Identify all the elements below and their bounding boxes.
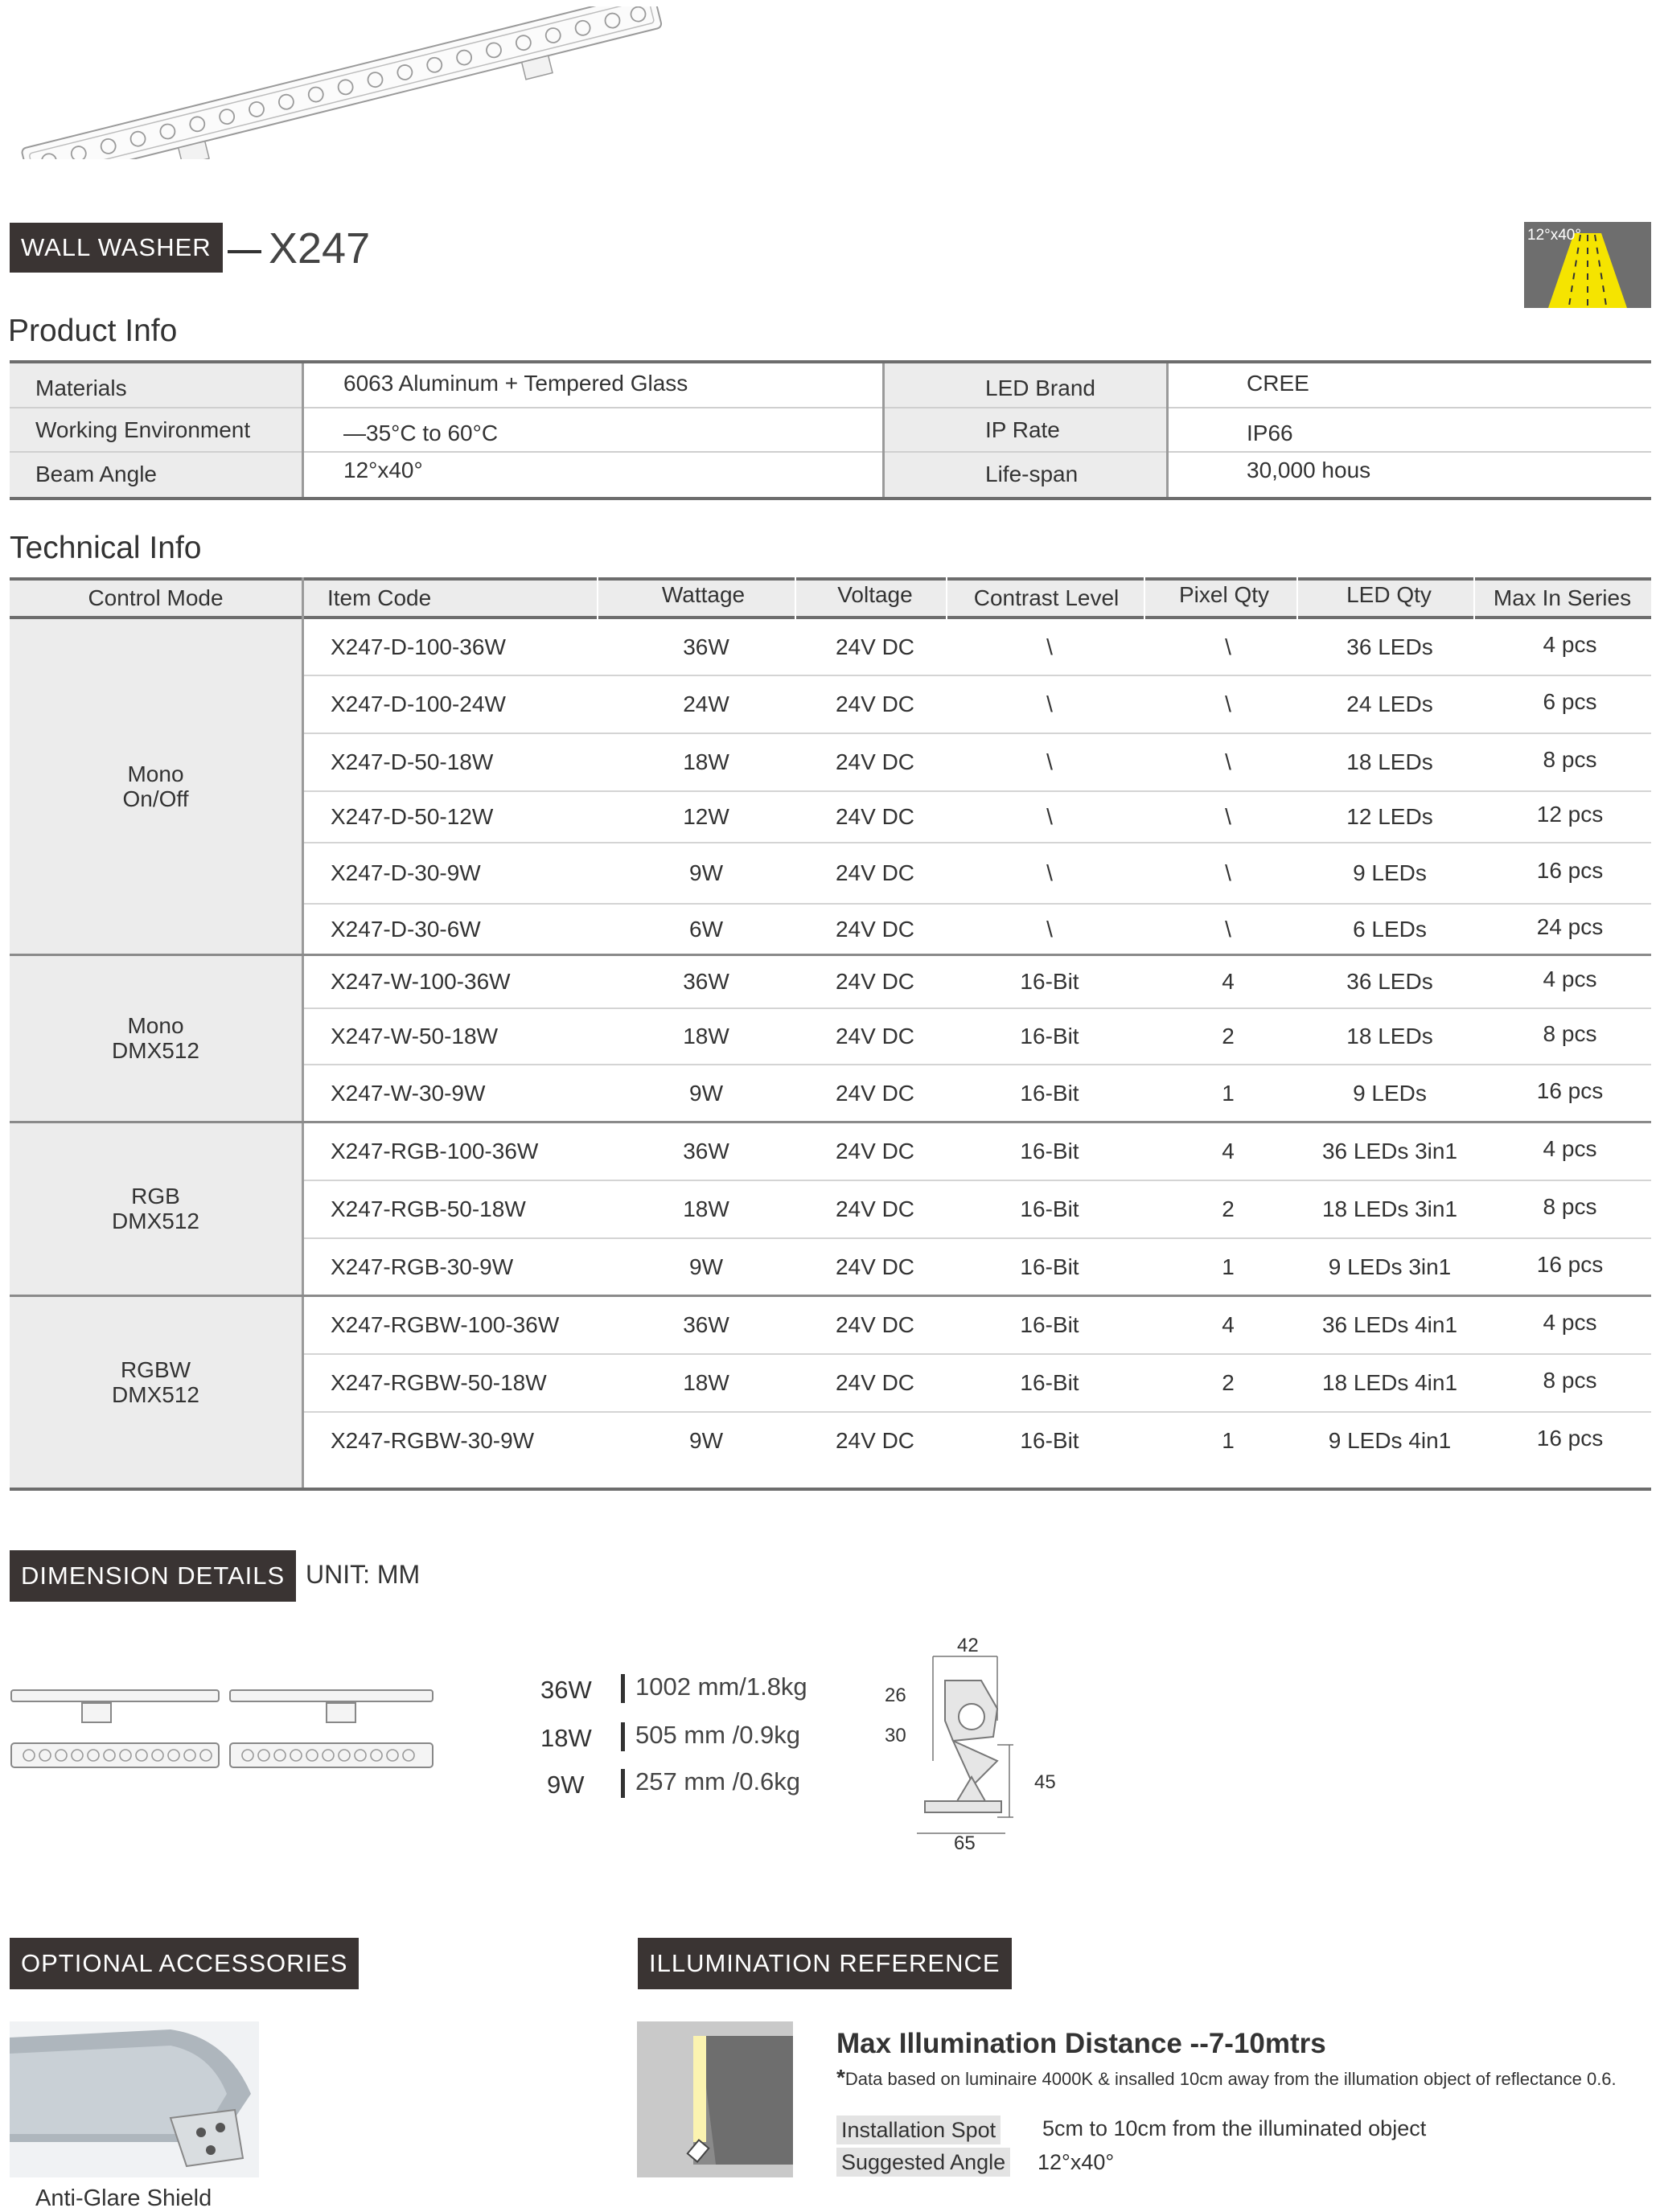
control-mode-label: Mono	[127, 761, 184, 786]
technical-info-table	[10, 577, 1651, 1491]
illumination-image	[637, 2021, 793, 2177]
table-cell: 9W	[689, 1428, 723, 1453]
control-mode-label: DMX512	[112, 1209, 199, 1233]
dim-value: 257 mm /0.6kg	[635, 1767, 801, 1795]
beam-icon-label: 12°x40°	[1527, 227, 1581, 244]
title-dash	[228, 250, 261, 253]
table-cell: 24V DC	[835, 1139, 915, 1163]
pi-label: Working Environment	[35, 417, 251, 442]
item-code-cell: X247-D-100-24W	[331, 692, 506, 716]
table-cell: 36 LEDs	[1346, 634, 1433, 659]
table-cell: \	[1046, 917, 1053, 942]
table-cell: 16-Bit	[1020, 1024, 1079, 1049]
table-cell: 18 LEDs 4in1	[1321, 1370, 1458, 1395]
install-value: 5cm to 10cm from the illuminated object	[1042, 2116, 1427, 2140]
table-cell: 12 pcs	[1536, 802, 1604, 827]
table-cell: 18 LEDs	[1346, 749, 1433, 774]
illumination-heading: Max Illumination Distance --7-10mtrs	[836, 2028, 1326, 2059]
table-cell: 4 pcs	[1543, 1310, 1597, 1335]
table-cell: 9 LEDs 4in1	[1328, 1428, 1452, 1453]
table-cell: 2	[1222, 1024, 1235, 1049]
table-cell: 24 pcs	[1536, 914, 1604, 939]
table-cell: 1	[1222, 1081, 1235, 1106]
table-cell: 16-Bit	[1020, 1196, 1079, 1221]
item-code-cell: X247-RGB-30-9W	[331, 1254, 514, 1279]
col-header: Pixel Qty	[1178, 582, 1270, 607]
item-code-cell: X247-RGBW-50-18W	[331, 1370, 547, 1395]
table-cell: 6 LEDs	[1353, 917, 1427, 942]
pi-label: Materials	[35, 376, 127, 400]
table-cell: 9 LEDs 3in1	[1328, 1254, 1452, 1279]
col-header: Contrast Level	[973, 585, 1120, 610]
table-cell: 16-Bit	[1020, 1370, 1079, 1395]
table-cell: 24V DC	[835, 969, 915, 994]
col-header: Wattage	[661, 582, 746, 607]
table-cell: 36W	[683, 969, 729, 994]
table-cell: 6W	[689, 917, 723, 942]
technical-info-title: Technical Info	[10, 531, 202, 565]
table-cell: 8 pcs	[1543, 747, 1597, 772]
table-cell: 24V DC	[835, 1081, 915, 1106]
table-cell: 24V DC	[835, 1312, 915, 1337]
table-cell: 8 pcs	[1543, 1194, 1597, 1219]
dimension-drawing	[10, 1681, 434, 1777]
dim-bottom: 65	[954, 1832, 976, 1849]
table-cell: \	[1046, 860, 1053, 885]
table-cell: 18W	[683, 1024, 729, 1049]
table-cell: 18 LEDs	[1346, 1024, 1433, 1049]
table-cell: \	[1225, 749, 1231, 774]
table-cell: 18W	[683, 1370, 729, 1395]
table-cell: 36 LEDs 4in1	[1321, 1312, 1458, 1337]
table-cell: 16-Bit	[1020, 1139, 1079, 1163]
table-cell: \	[1225, 917, 1231, 942]
table-cell: 16 pcs	[1536, 1078, 1604, 1103]
product-info-table	[10, 360, 1651, 500]
pi-label: Beam Angle	[35, 462, 157, 486]
col-header: Item Code	[327, 585, 432, 610]
accessories-tag: OPTIONAL ACCESSORIES	[10, 1938, 359, 1989]
table-cell: 12W	[683, 804, 729, 829]
table-cell: 36W	[683, 634, 729, 659]
item-code-cell: X247-W-100-36W	[331, 969, 511, 994]
table-cell: 9W	[689, 860, 723, 885]
beam-angle-icon	[1524, 222, 1651, 308]
table-cell: 9W	[689, 1254, 723, 1279]
control-mode-label: RGB	[131, 1184, 180, 1209]
pi-value: CREE	[1247, 371, 1309, 396]
table-cell: 36 LEDs 3in1	[1321, 1139, 1458, 1163]
table-cell: 24V DC	[835, 1196, 915, 1221]
table-cell: 24 LEDs	[1346, 692, 1433, 716]
table-cell: 9 LEDs	[1353, 1081, 1427, 1106]
item-code-cell: X247-RGBW-30-9W	[331, 1428, 535, 1453]
angle-value: 12°x40°	[1038, 2150, 1115, 2174]
table-cell: 4 pcs	[1543, 1136, 1597, 1161]
col-header: LED Qty	[1346, 582, 1432, 607]
table-cell: 18W	[683, 1196, 729, 1221]
table-cell: 8 pcs	[1543, 1021, 1597, 1046]
table-cell: \	[1225, 692, 1231, 716]
table-cell: 1	[1222, 1254, 1235, 1279]
item-code-cell: X247-RGB-50-18W	[331, 1196, 526, 1221]
table-cell: 24V DC	[835, 1428, 915, 1453]
note-mark: *	[836, 2065, 845, 2090]
table-cell: 12 LEDs	[1346, 804, 1433, 829]
table-cell: 24V DC	[835, 1024, 915, 1049]
dim-watt: 18W	[540, 1724, 592, 1752]
table-cell: 9 LEDs	[1353, 860, 1427, 885]
install-label: Installation Spot	[836, 2116, 1001, 2144]
col-header: Control Mode	[88, 585, 224, 610]
table-cell: 2	[1222, 1196, 1235, 1221]
illumination-tag: ILLUMINATION REFERENCE	[638, 1938, 1012, 1989]
table-cell: \	[1225, 860, 1231, 885]
table-cell: 36W	[683, 1312, 729, 1337]
table-cell: \	[1225, 804, 1231, 829]
table-cell: 2	[1222, 1370, 1235, 1395]
table-cell: 16 pcs	[1536, 1426, 1604, 1451]
table-cell: 1	[1222, 1428, 1235, 1453]
anti-glare-shield-image	[10, 2021, 259, 2177]
pi-value: —35°C to 60°C	[343, 421, 499, 445]
table-cell: 16-Bit	[1020, 969, 1079, 994]
pi-value: IP66	[1247, 421, 1293, 445]
table-cell: 9W	[689, 1081, 723, 1106]
dim-bar	[621, 1674, 625, 1703]
dimension-tag: DIMENSION DETAILS	[10, 1550, 296, 1602]
table-cell: 36 LEDs	[1346, 969, 1433, 994]
pi-label: IP Rate	[985, 417, 1060, 442]
item-code-cell: X247-RGB-100-36W	[331, 1139, 539, 1163]
item-code-cell: X247-W-30-9W	[331, 1081, 486, 1106]
dim-side: 45	[1034, 1771, 1056, 1793]
table-cell: 24V DC	[835, 804, 915, 829]
table-cell: 16 pcs	[1536, 858, 1604, 883]
table-cell: \	[1046, 804, 1053, 829]
accessory-name: Anti-Glare Shield	[35, 2185, 212, 2211]
table-cell: \	[1046, 749, 1053, 774]
profile-drawing	[877, 1632, 1070, 1849]
pi-label: LED Brand	[985, 376, 1095, 400]
table-cell: 6 pcs	[1543, 689, 1597, 714]
table-cell: 24W	[683, 692, 729, 716]
table-cell: 36W	[683, 1139, 729, 1163]
item-code-cell: X247-D-100-36W	[331, 634, 506, 659]
pi-value: 6063 Aluminum + Tempered Glass	[343, 371, 688, 396]
dim-bar	[621, 1769, 625, 1798]
dim-top: 42	[957, 1635, 979, 1656]
item-code-cell: X247-D-50-18W	[331, 749, 494, 774]
table-cell: 16 pcs	[1536, 1252, 1604, 1277]
pi-label: Life-span	[985, 462, 1079, 486]
control-mode-label: RGBW	[120, 1357, 191, 1382]
dim-value: 1002 mm/1.8kg	[635, 1672, 807, 1701]
dim-a: 26	[885, 1685, 906, 1706]
table-cell: 16-Bit	[1020, 1081, 1079, 1106]
dim-watt: 36W	[540, 1676, 592, 1704]
control-mode-label: DMX512	[112, 1382, 199, 1407]
table-cell: 24V DC	[835, 1254, 915, 1279]
item-code-cell: X247-D-30-9W	[331, 860, 481, 885]
dim-b: 30	[885, 1725, 906, 1746]
table-cell: \	[1046, 634, 1053, 659]
item-code-cell: X247-D-50-12W	[331, 804, 494, 829]
table-cell: \	[1046, 692, 1053, 716]
table-cell: 8 pcs	[1543, 1368, 1597, 1393]
table-cell: 4	[1222, 969, 1235, 994]
item-code-cell: X247-W-50-18W	[331, 1024, 499, 1049]
table-cell: 18W	[683, 749, 729, 774]
pi-value: 30,000 hous	[1247, 458, 1371, 482]
product-image	[6, 6, 666, 159]
dim-bar	[621, 1722, 625, 1751]
category-tag: WALL WASHER	[10, 223, 223, 273]
table-cell: 16-Bit	[1020, 1312, 1079, 1337]
table-cell: 16-Bit	[1020, 1428, 1079, 1453]
unit-label: UNIT: MM	[306, 1560, 421, 1589]
table-cell: 16-Bit	[1020, 1254, 1079, 1279]
item-code-cell: X247-D-30-6W	[331, 917, 481, 942]
model-name: X247	[269, 224, 371, 273]
dim-value: 505 mm /0.9kg	[635, 1721, 801, 1749]
table-cell: 24V DC	[835, 917, 915, 942]
col-header: Voltage	[837, 582, 913, 607]
pi-value: 12°x40°	[343, 458, 423, 482]
table-cell: \	[1225, 634, 1231, 659]
item-code-cell: X247-RGBW-100-36W	[331, 1312, 560, 1337]
product-info-title: Product Info	[8, 314, 178, 348]
table-cell: 24V DC	[835, 1370, 915, 1395]
table-cell: 4	[1222, 1139, 1235, 1163]
table-cell: 24V DC	[835, 860, 915, 885]
table-cell: 24V DC	[835, 692, 915, 716]
control-mode-label: Mono	[127, 1013, 184, 1038]
table-cell: 18 LEDs 3in1	[1321, 1196, 1458, 1221]
col-header: Max In Series	[1493, 585, 1632, 610]
angle-label: Suggested Angle	[836, 2148, 1010, 2177]
table-cell: 4	[1222, 1312, 1235, 1337]
control-mode-label: On/Off	[122, 786, 189, 811]
note-text: Data based on luminaire 4000K & insalled 10cm away from the illumation object of reflectance 0.6.	[844, 2069, 1617, 2089]
table-cell: 24V DC	[835, 634, 915, 659]
table-cell: 4 pcs	[1543, 966, 1597, 991]
control-mode-label: DMX512	[112, 1038, 199, 1063]
table-cell: 4 pcs	[1543, 632, 1597, 657]
dim-watt: 9W	[547, 1771, 585, 1799]
table-cell: 24V DC	[835, 749, 915, 774]
illumination-note	[836, 2065, 1617, 2091]
